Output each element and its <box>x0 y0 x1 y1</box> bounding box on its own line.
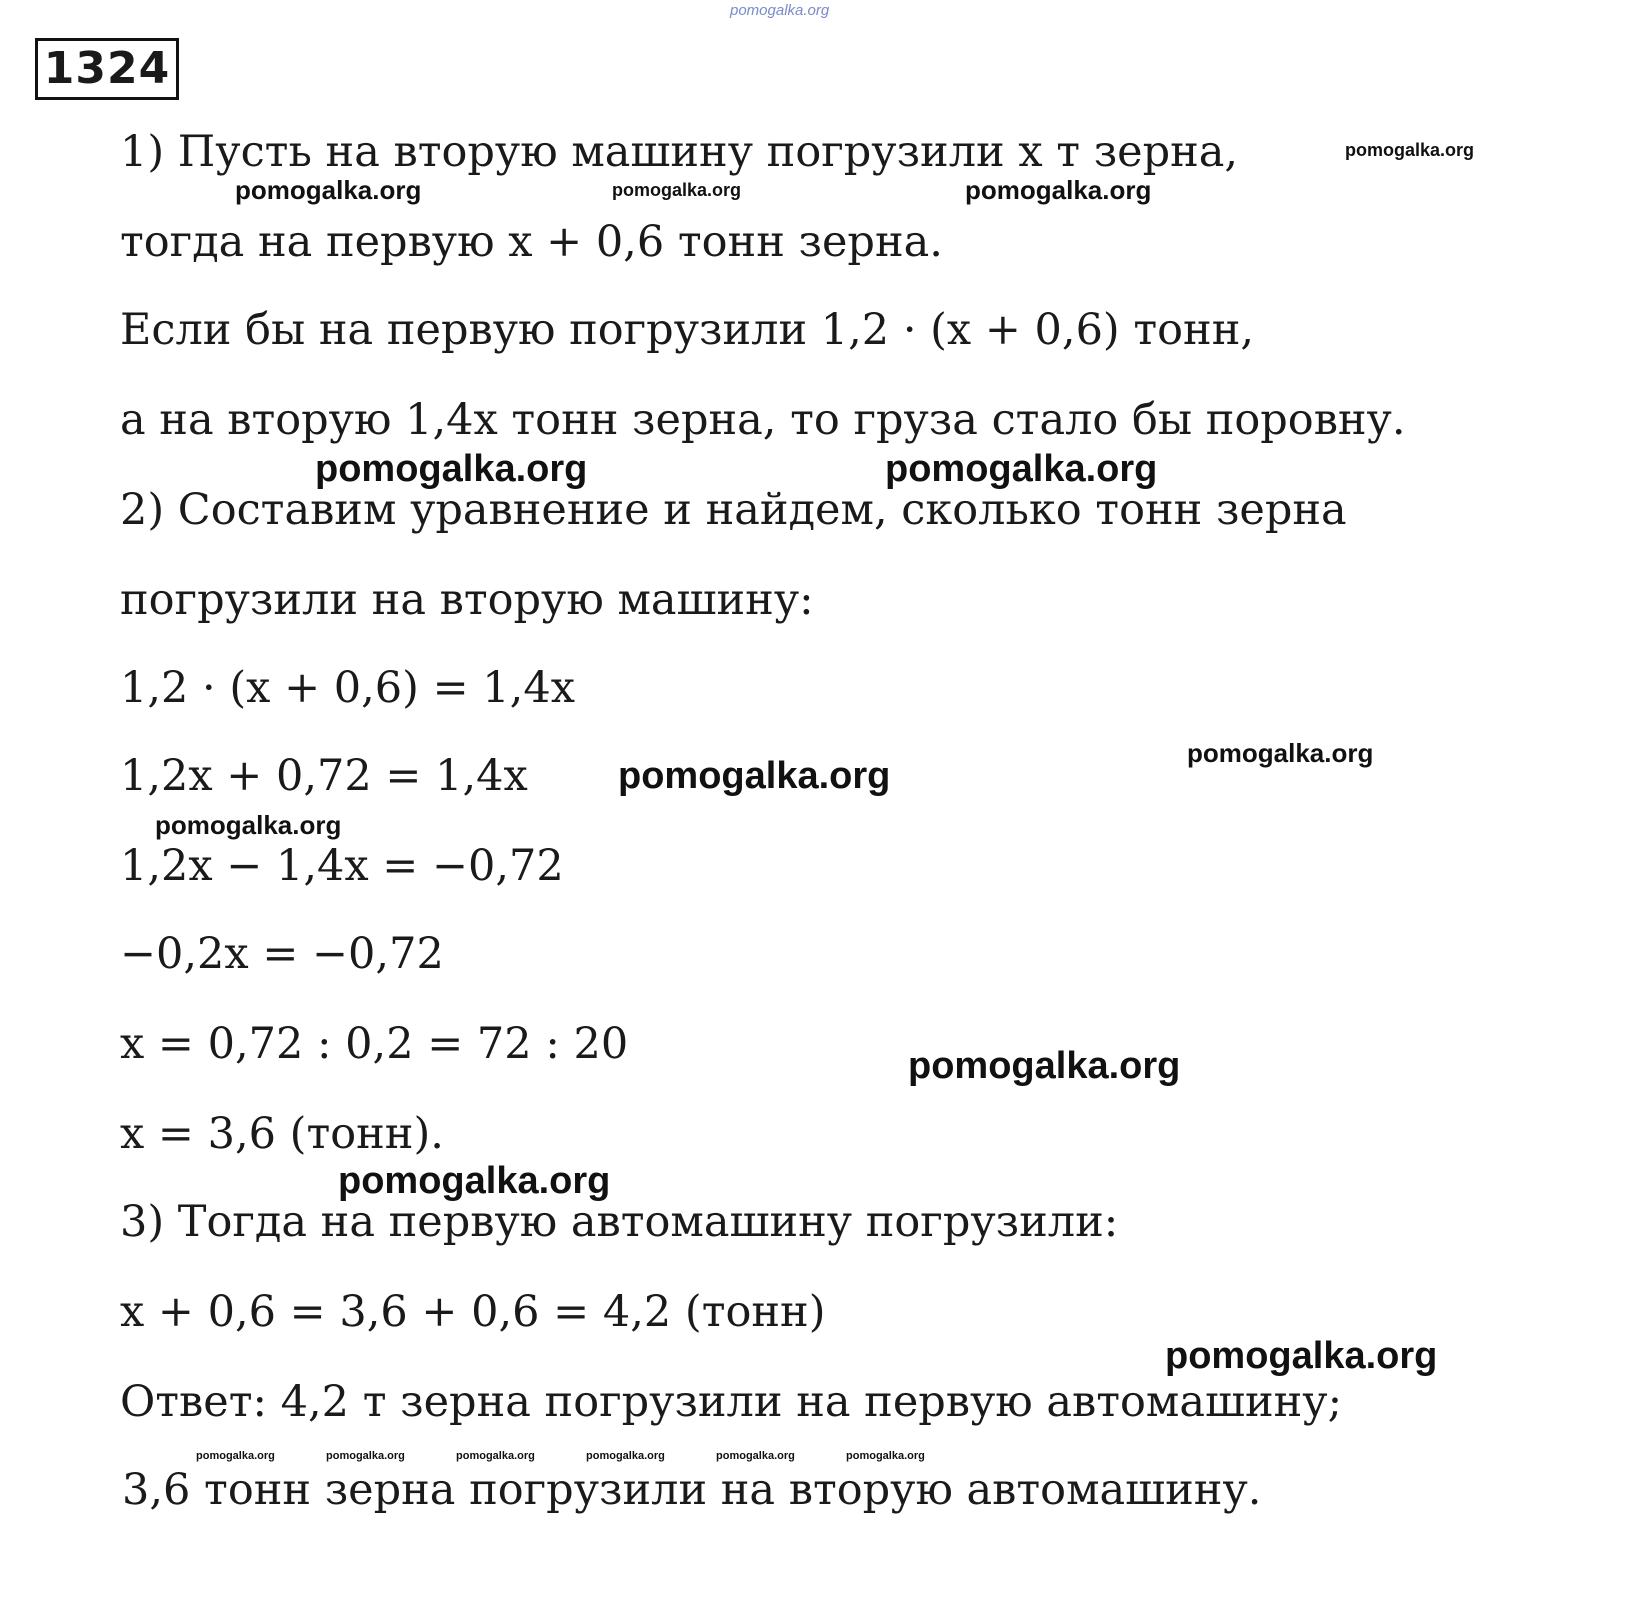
equation-4: −0,2x = −0,72 <box>120 929 444 979</box>
watermark: pomogalka.org <box>586 1450 665 1462</box>
step3-line2: x + 0,6 = 3,6 + 0,6 = 4,2 (тонн) <box>120 1287 826 1337</box>
answer-line1: Ответ: 4,2 т зерна погрузили на первую автомашину; <box>120 1377 1343 1427</box>
watermark: pomogalka.org <box>155 810 342 840</box>
equation-1: 1,2 · (x + 0,6) = 1,4x <box>120 663 575 713</box>
watermark: pomogalka.org <box>846 1450 925 1462</box>
equation-5: x = 0,72 : 0,2 = 72 : 20 <box>120 1019 629 1069</box>
equation-6: x = 3,6 (тонн). <box>120 1109 444 1159</box>
watermark: pomogalka.org <box>315 448 588 490</box>
problem-number: 1324 <box>35 38 179 100</box>
watermark: pomogalka.org <box>326 1450 405 1462</box>
equation-2: 1,2x + 0,72 = 1,4x <box>120 751 528 801</box>
equation-3: 1,2x − 1,4x = −0,72 <box>120 841 564 891</box>
watermark: pomogalka.org <box>716 1450 795 1462</box>
step1-line3: Если бы на первую погрузили 1,2 · (x + 0,6) тонн, <box>120 305 1255 355</box>
step2-line1: 2) Составим уравнение и найдем, сколько тонн зерна <box>120 485 1347 535</box>
watermark: pomogalka.org <box>338 1160 611 1202</box>
step1-line1: 1) Пусть на вторую машину погрузили x т зерна, <box>120 127 1239 177</box>
watermark: pomogalka.org <box>908 1045 1181 1087</box>
watermark: pomogalka.org <box>885 448 1158 490</box>
watermark: pomogalka.org <box>965 175 1152 205</box>
watermark: pomogalka.org <box>196 1450 275 1462</box>
watermark: pomogalka.org <box>235 175 422 205</box>
step2-line2: погрузили на вторую машину: <box>120 575 814 625</box>
step1-line2: тогда на первую x + 0,6 тонн зерна. <box>120 217 943 267</box>
watermark: pomogalka.org <box>618 755 891 797</box>
watermark-top: pomogalka.org <box>730 2 830 19</box>
watermark: pomogalka.org <box>456 1450 535 1462</box>
answer-line2: 3,6 тонн зерна погрузили на вторую автомашину. <box>122 1465 1262 1515</box>
step1-line4: а на вторую 1,4x тонн зерна, то груза стало бы поровну. <box>120 395 1406 445</box>
step3-line1: 3) Тогда на первую автомашину погрузили: <box>120 1197 1119 1247</box>
watermark: pomogalka.org <box>1165 1335 1438 1377</box>
watermark: pomogalka.org <box>1187 738 1374 768</box>
watermark: pomogalka.org <box>1345 140 1475 160</box>
watermark: pomogalka.org <box>612 180 742 200</box>
